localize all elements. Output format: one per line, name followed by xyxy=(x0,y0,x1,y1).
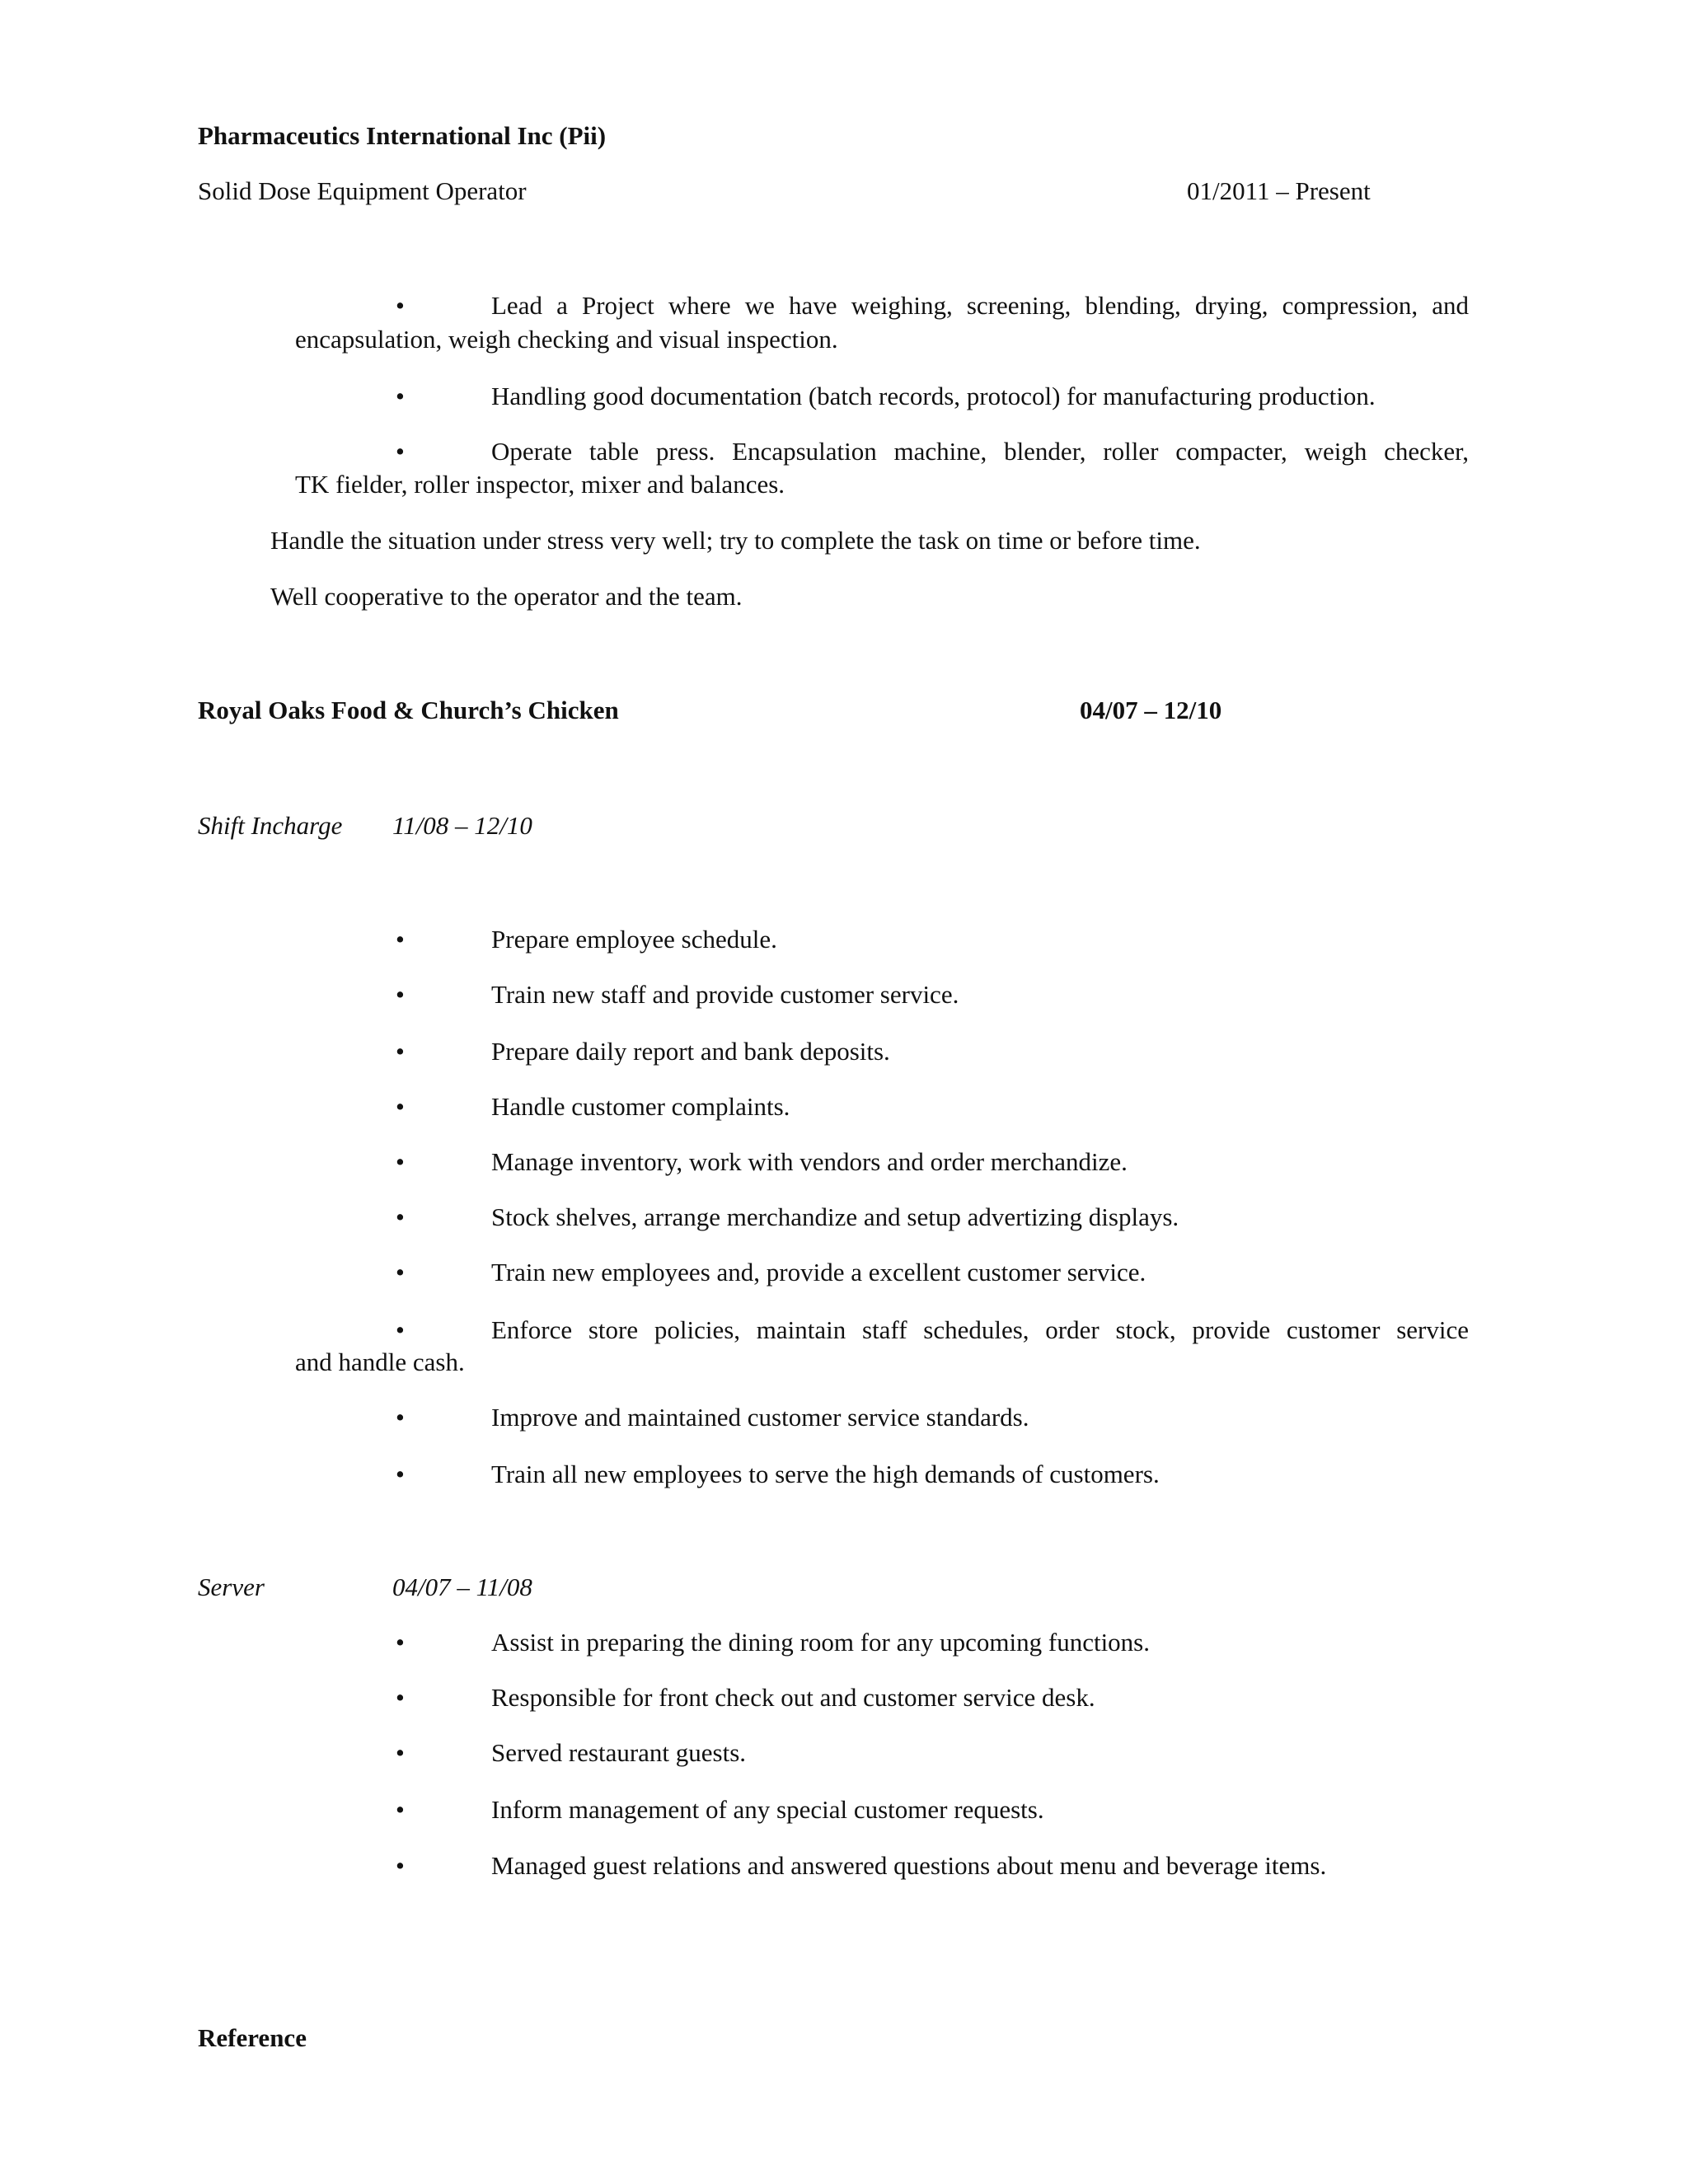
bullet-icon: • xyxy=(396,980,405,1009)
role1-bullet-2: Train new staff and provide customer service. xyxy=(491,980,959,1009)
job1-bullet-3-line2: TK fielder, roller inspector, mixer and balances. xyxy=(295,470,785,499)
role2-bullet-4: Inform management of any special customer requests. xyxy=(491,1795,1044,1824)
job1-title: Solid Dose Equipment Operator xyxy=(198,176,527,205)
bullet-icon: • xyxy=(396,437,405,466)
role1-bullet-5: Manage inventory, work with vendors and order merchandize. xyxy=(491,1147,1128,1176)
role2-bullet-5: Managed guest relations and answered questions about menu and beverage items. xyxy=(491,1851,1327,1880)
job1-bullet-1-line2: encapsulation, weigh checking and visual inspection. xyxy=(295,325,838,354)
role1-bullet-9: Improve and maintained customer service standards. xyxy=(491,1403,1029,1432)
bullet-icon: • xyxy=(396,1795,405,1824)
role2-dates: 04/07 – 11/08 xyxy=(392,1572,532,1601)
job1-company: Pharmaceutics International Inc (Pii) xyxy=(198,121,607,150)
bullet-icon: • xyxy=(396,1092,405,1121)
job1-bullet-1-line1: Lead a Project where we have weighing, screening, blending, drying, compression, and xyxy=(491,291,1469,320)
reference-heading: Reference xyxy=(198,2023,307,2052)
bullet-icon: • xyxy=(396,1315,405,1344)
job1-bullet-3-line1: Operate table press. Encapsulation machine, blender, roller compacter, weigh checker, xyxy=(491,437,1469,466)
role1-bullet-1: Prepare employee schedule. xyxy=(491,925,777,954)
role1-dates: 11/08 – 12/10 xyxy=(392,811,532,840)
job1-dates: 01/2011 – Present xyxy=(1187,176,1371,205)
bullet-icon: • xyxy=(396,1037,405,1066)
job2-dates: 04/07 – 12/10 xyxy=(1080,696,1222,724)
role2-bullet-3: Served restaurant guests. xyxy=(491,1738,747,1767)
bullet-icon: • xyxy=(396,382,405,410)
role1-bullet-6: Stock shelves, arrange merchandize and setup advertizing displays. xyxy=(491,1202,1179,1231)
role2-bullet-2: Responsible for front check out and customer service desk. xyxy=(491,1683,1095,1712)
role1-bullet-7: Train new employees and, provide a excellent customer service. xyxy=(491,1258,1146,1286)
job1-note-2: Well cooperative to the operator and the team. xyxy=(270,582,743,611)
job2-company: Royal Oaks Food & Church’s Chicken xyxy=(198,696,619,724)
role1-bullet-8-line2: and handle cash. xyxy=(295,1347,465,1376)
role1-title: Shift Incharge xyxy=(198,811,343,840)
bullet-icon: • xyxy=(396,1738,405,1767)
role1-bullet-10: Train all new employees to serve the high demands of customers. xyxy=(491,1460,1160,1488)
bullet-icon: • xyxy=(396,1258,405,1286)
bullet-icon: • xyxy=(396,1202,405,1231)
bullet-icon: • xyxy=(396,925,405,954)
job1-bullet-2: Handling good documentation (batch records, protocol) for manufacturing production. xyxy=(491,382,1376,410)
role2-bullet-1: Assist in preparing the dining room for any upcoming functions. xyxy=(491,1628,1150,1657)
role2-title: Server xyxy=(198,1572,265,1601)
bullet-icon: • xyxy=(396,1628,405,1657)
bullet-icon: • xyxy=(396,1147,405,1176)
job1-note-1: Handle the situation under stress very well; try to complete the task on time or before time. xyxy=(270,526,1201,555)
bullet-icon: • xyxy=(396,1683,405,1712)
role1-bullet-4: Handle customer complaints. xyxy=(491,1092,790,1121)
role1-bullet-8-line1: Enforce store policies, maintain staff schedules, order stock, provide customer service xyxy=(491,1315,1469,1344)
bullet-icon: • xyxy=(396,1403,405,1432)
bullet-icon: • xyxy=(396,1460,405,1488)
bullet-icon: • xyxy=(396,291,405,320)
role1-bullet-3: Prepare daily report and bank deposits. xyxy=(491,1037,890,1066)
bullet-icon: • xyxy=(396,1851,405,1880)
